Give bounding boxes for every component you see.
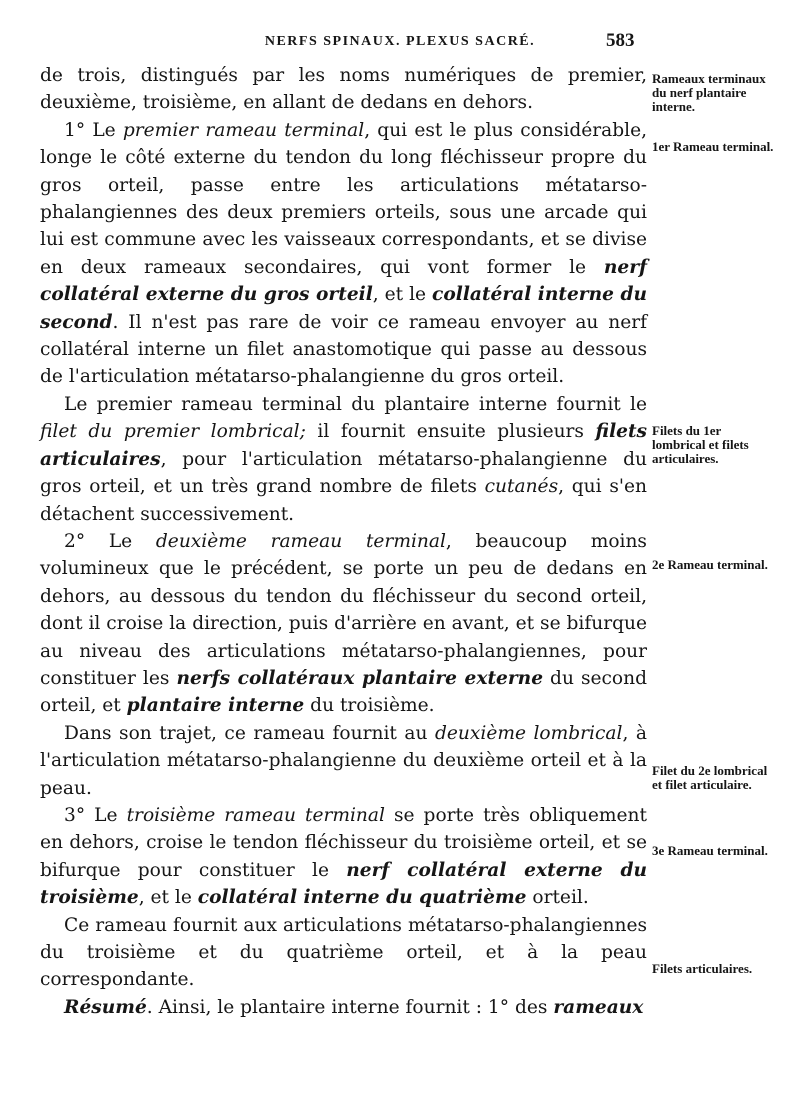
emphasized-term: collatéral interne du second [40, 284, 648, 333]
text-run: , pour l'articulation métatarso-phalangienne du gros orteil, et un très grand nombre de filets [40, 448, 647, 498]
paragraph-first-branch-filaments [40, 391, 647, 528]
text-run: 3° Le [64, 804, 127, 826]
text-run: Dans son trajet, ce rameau fournit au [64, 722, 435, 744]
margin-note-second-branch: 2e Rameau terminal. [652, 557, 768, 572]
text-run: se porte très obliquement en dehors, croise le tendon fléchisseur du troisième orteil, et se bifurque pour constituer le [40, 804, 647, 881]
emphasized-term: filets articulaires [40, 421, 648, 470]
paragraph-third-terminal-branch [40, 802, 647, 912]
main-text [40, 62, 647, 1021]
text-run: orteil. [526, 887, 589, 909]
page-number: 583 [606, 30, 635, 51]
margin-note-articular-filaments: Filets articulaires. [652, 961, 753, 976]
text-run: , et le [372, 284, 433, 306]
margin-note-first-branch: 1er Rameau terminal. [652, 139, 774, 154]
margin-note-second-lombrical: Filet du 2e lombrical et filet articulaire. [652, 763, 768, 792]
text-run: . Ainsi, le plantaire interne fournit : 1° des [146, 996, 554, 1018]
emphasized-term: nerf collatéral externe du gros orteil [40, 256, 647, 306]
text-run: du second orteil, et [40, 667, 647, 717]
paragraph-continuation [40, 62, 647, 117]
text-run: 1° Le [64, 119, 123, 141]
text-run: Le premier rameau terminal du plantaire interne fournit le [64, 393, 647, 415]
paragraph-first-terminal-branch [40, 117, 647, 391]
emphasized-term: deuxième lombrical [435, 722, 623, 744]
emphasized-term: Résumé [64, 996, 147, 1018]
emphasized-term: troisième rameau terminal [126, 804, 385, 826]
running-title: NERFS SPINAUX. PLEXUS SACRÉ. [264, 34, 536, 49]
emphasized-term: deuxième rameau terminal [155, 530, 446, 552]
text-run: de trois, distingués par les noms numériques de premier, deuxième, troisième, en allant de dedans en dehors. [40, 65, 647, 114]
emphasized-term: cutanés [484, 476, 559, 498]
emphasized-term: filet du premier lombrical; [40, 421, 306, 443]
paragraph-second-terminal-branch [40, 528, 647, 720]
text-run: . Il n'est pas rare de voir ce rameau envoyer au nerf collatéral interne un filet anastomotique qui passe au dessous de l'articulation métatarso-phalangienne du gros orteil. [40, 311, 647, 388]
margin-note-third-branch: 3e Rameau terminal. [652, 843, 768, 858]
text-run: , qui s'en détachent successivement. [40, 476, 647, 525]
margin-note-first-lombrical: Filets du 1er lombrical et filets articulaires. [652, 423, 749, 466]
emphasized-term: rameaux [553, 996, 644, 1018]
text-run: , et le [138, 887, 198, 909]
text-run: , beaucoup moins volumineux que le précédent, se porte un peu de dedans en dehors, au dessous du tendon du fléchisseur du second orteil, dont il croise la direction, puis d'arrière en avant, et se bifurque au niveau des articulations métatarso-phalangiennes, pour constituer les [40, 530, 647, 689]
text-run: du troisième. [304, 695, 435, 717]
paragraph-third-branch-filaments [40, 912, 647, 994]
emphasized-term: nerf collatéral externe du troisième [40, 859, 647, 909]
paragraph-summary [40, 994, 647, 1021]
paragraph-second-branch-course [40, 720, 647, 802]
emphasized-term: premier rameau terminal [122, 119, 365, 141]
text-run: 2° Le [64, 530, 156, 552]
text-run: , à l'articulation métatarso-phalangienne du deuxième orteil et à la peau. [40, 722, 647, 799]
emphasized-term: nerfs collatéraux plantaire externe [176, 667, 544, 689]
margin-note-terminal-branches: Rameaux terminaux du nerf plantaire interne. [652, 71, 766, 114]
text-run: il fournit ensuite plusieurs [305, 421, 596, 443]
text-run: Ce rameau fournit aux articulations métatarso-phalangiennes du troisième et du quatrième orteil, et à la peau correspondante. [40, 914, 647, 991]
emphasized-term: plantaire interne [126, 695, 305, 717]
text-run: , qui est le plus considérable, longe le côté externe du tendon du long fléchisseur propre du gros orteil, passe entre les articulations métatarso-phalangiennes des deux premiers orteils, sous une arcade qui lui est commune avec les vaisseaux correspondants, et se divise en deux rameaux secondaires, qui vont former le [40, 119, 647, 278]
emphasized-term: collatéral interne du quatrième [197, 887, 527, 909]
